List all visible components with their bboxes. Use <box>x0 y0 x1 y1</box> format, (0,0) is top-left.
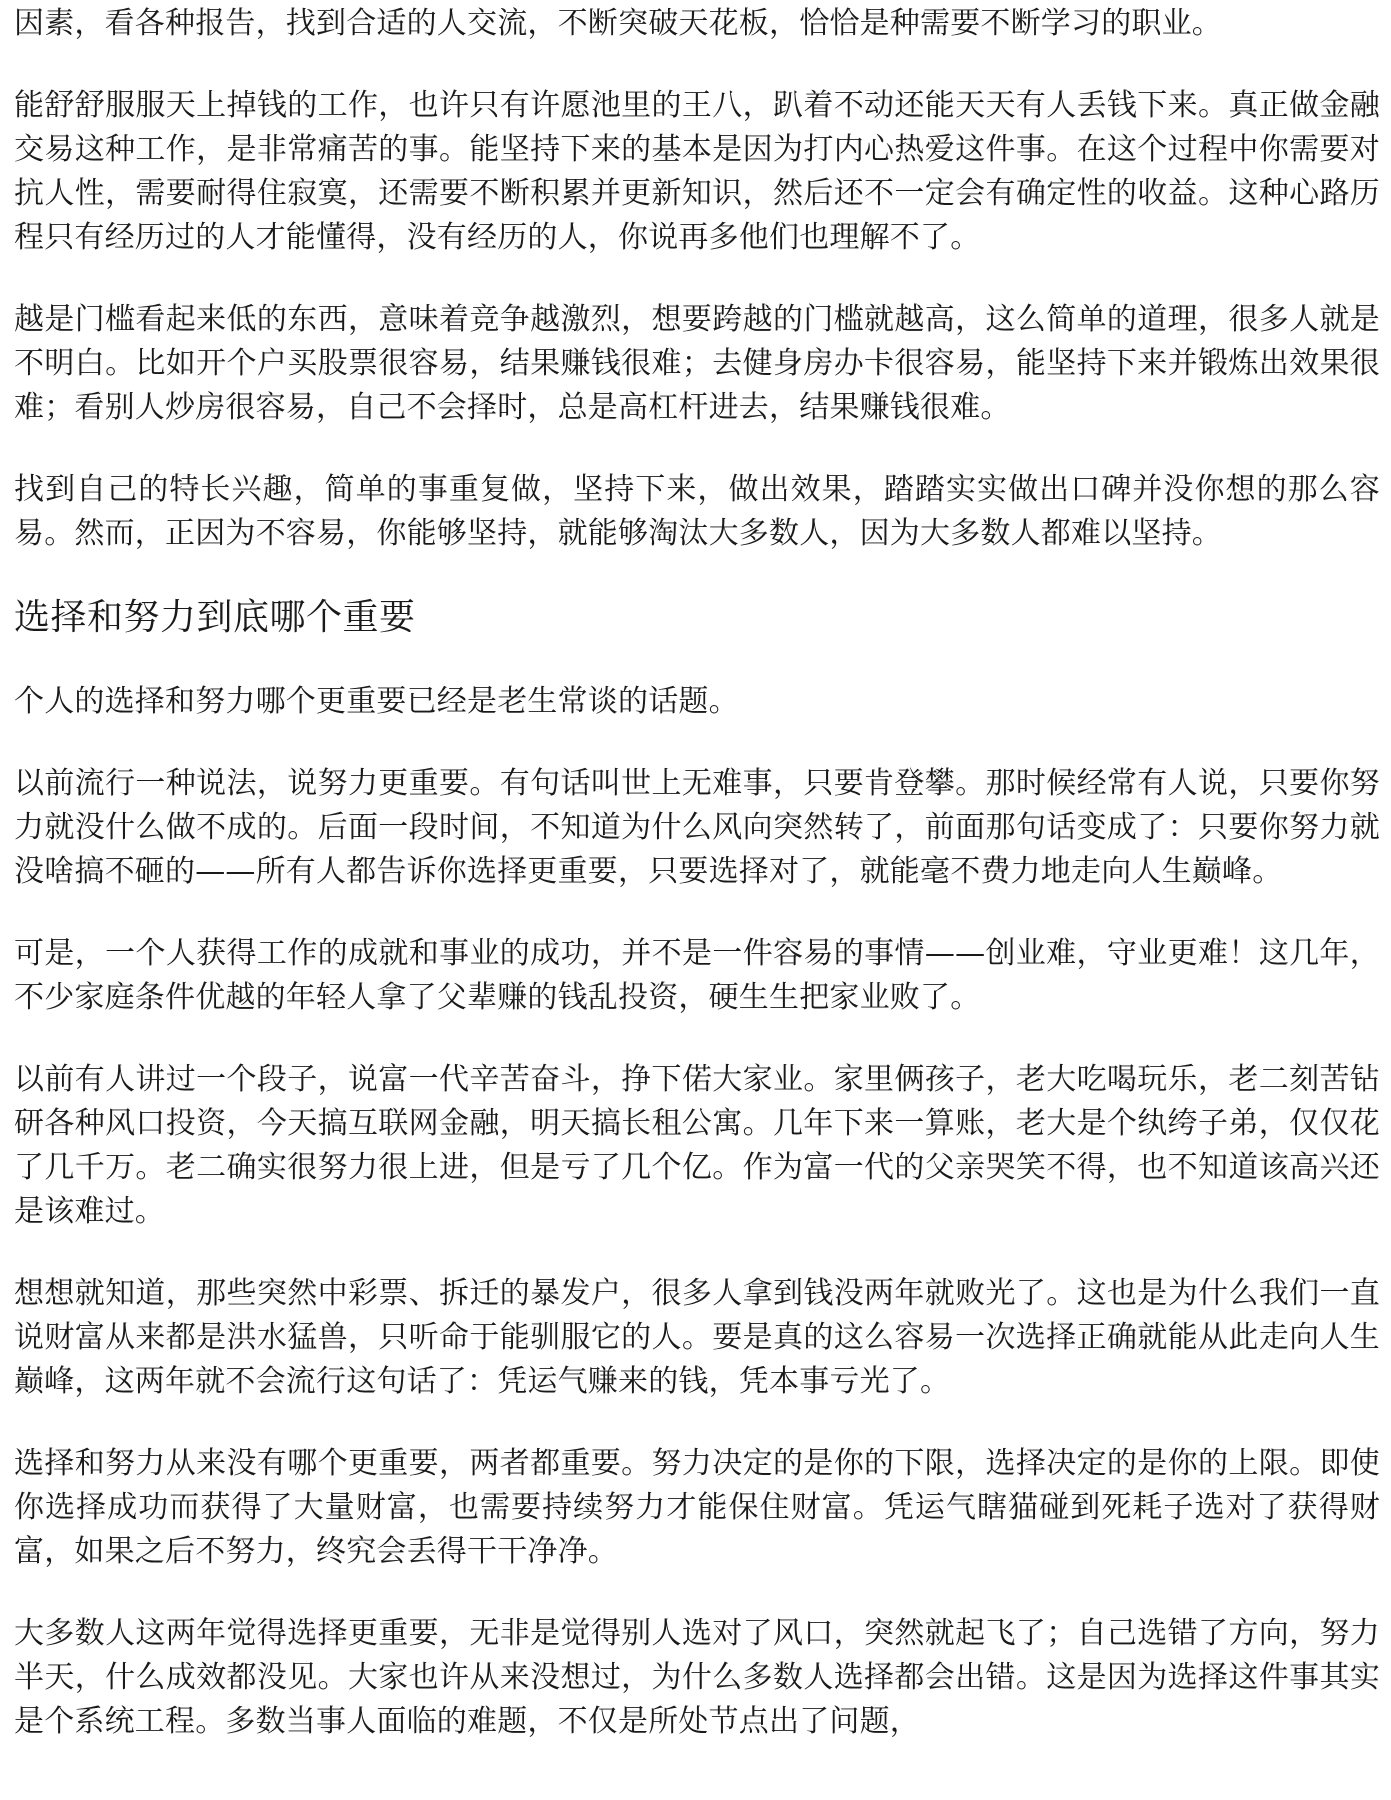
paragraph-low-threshold: 越是门槛看起来低的东西，意味着竞争越激烈，想要跨越的门槛就越高，这么简单的道理，很多人就是不明白。比如开个户买股票很容易，结果赚钱很难；去健身房办卡很容易，能坚持下来并锻炼出效果很难；看别人炒房很容易，自己不会择时，总是高杠杆进去，结果赚钱很难。 <box>14 302 1380 425</box>
paragraph-success-difficulty: 可是，一个人获得工作的成就和事业的成功，并不是一件容易的事情——创业难，守业更难！这几年，不少家庭条件优越的年轻人拿了父辈赚的钱乱投资，硬生生把家业败了。 <box>14 936 1380 1015</box>
section-heading: 选择和努力到底哪个重要 <box>14 597 416 638</box>
paragraph-both-important: 选择和努力从来没有哪个更重要，两者都重要。努力决定的是你的下限，选择决定的是你的上限。即使你选择成功而获得了大量财富，也需要持续努力才能保住财富。凭运气瞎猫碰到死耗子选对了获得财富，如果之后不努力，终究会丢得干干净净。 <box>14 1446 1380 1569</box>
paragraph-system-engineering: 大多数人这两年觉得选择更重要，无非是觉得别人选对了风口，突然就起飞了；自己选错了方向，努力半天，什么成效都没见。大家也许从来没想过，为什么多数人选择都会出错。这是因为选择这件事其实是个系统工程。多数当事人面临的难题，不仅是所处节点出了问题， <box>14 1616 1380 1739</box>
paragraph-past-saying: 以前流行一种说法，说努力更重要。有句话叫世上无难事，只要肯登攀。那时候经常有人说，只要你努力就没什么做不成的。后面一段时间，不知道为什么风向突然转了，前面那句话变成了：只要你努力就没啥搞不砸的——所有人都告诉你选择更重要，只要选择对了，就能毫不费力地走向人生巅峰。 <box>14 766 1380 889</box>
paragraph-windfall: 想想就知道，那些突然中彩票、拆迁的暴发户，很多人拿到钱没两年就败光了。这也是为什么我们一直说财富从来都是洪水猛兽，只听命于能驯服它的人。要是真的这么容易一次选择正确就能从此走向人生巅峰，这两年就不会流行这句话了：凭运气赚来的钱，凭本事亏光了。 <box>14 1276 1380 1399</box>
paragraph-financial-work: 能舒舒服服天上掉钱的工作，也许只有许愿池里的王八，趴着不动还能天天有人丢钱下来。真正做金融交易这种工作，是非常痛苦的事。能坚持下来的基本是因为打内心热爱这件事。在这个过程中你需要对抗人性，需要耐得住寂寞，还需要不断积累并更新知识，然后还不一定会有确定性的收益。这种心路历程只有经历过的人才能懂得，没有经历的人，你说再多他们也理解不了。 <box>14 88 1380 255</box>
paragraph-anecdote: 以前有人讲过一个段子，说富一代辛苦奋斗，挣下偌大家业。家里俩孩子，老大吃喝玩乐，老二刻苦钻研各种风口投资，今天搞互联网金融，明天搞长租公寓。几年下来一算账，老大是个纨绔子弟，仅仅花了几千万。老二确实很努力很上进，但是亏了几个亿。作为富一代的父亲哭笑不得，也不知道该高兴还是该难过。 <box>14 1062 1380 1229</box>
document-page <box>14 2 1380 1782</box>
paragraph-persistence: 找到自己的特长兴趣，简单的事重复做，坚持下来，做出效果，踏踏实实做出口碑并没你想的那么容易。然而，正因为不容易，你能够坚持，就能够淘汰大多数人，因为大多数人都难以坚持。 <box>14 472 1380 551</box>
paragraph-intro-continuation: 因素，看各种报告，找到合适的人交流，不断突破天花板，恰恰是种需要不断学习的职业。 <box>14 6 1222 41</box>
paragraph-choice-effort-topic: 个人的选择和努力哪个更重要已经是老生常谈的话题。 <box>14 684 739 719</box>
